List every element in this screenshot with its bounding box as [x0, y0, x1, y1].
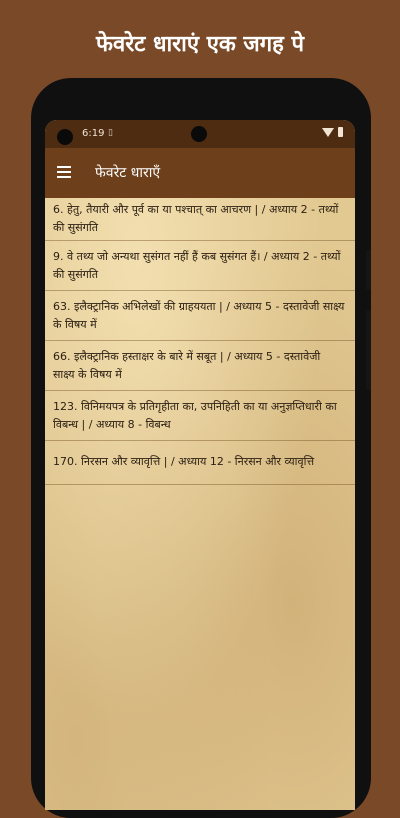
list-item-text: 63. इलैक्ट्रानिक अभिलेखों की ग्राहययता | / अध्याय 5 - दस्तावेजी साक्ष्य के विषय में: [53, 300, 345, 331]
front-camera-cutout: [57, 129, 73, 145]
status-icons: [322, 127, 343, 137]
status-time: 6:19: [82, 128, 105, 139]
center-camera-cutout: [191, 126, 207, 142]
list-item[interactable]: [45, 441, 355, 485]
volume-button: [366, 250, 371, 290]
wifi-icon: [322, 128, 334, 137]
app-bar: [45, 148, 355, 198]
list-item-text: 170. निरसन और व्यावृत्ति | / अध्याय 12 - निरसन और व्यावृत्ति: [53, 455, 315, 468]
app-screen: [45, 120, 355, 810]
list-item[interactable]: [45, 241, 355, 291]
list-item[interactable]: [45, 198, 355, 241]
power-button: [366, 310, 371, 390]
list-item[interactable]: [45, 391, 355, 441]
notification-icon: ▯: [108, 128, 113, 138]
list-item-text: 66. इलैक्ट्रानिक हस्ताक्षर के बारे में सबूत | / अध्याय 5 - दस्तावेजी साक्ष्य के विषय में: [53, 350, 321, 381]
list-item[interactable]: [45, 341, 355, 391]
menu-icon[interactable]: [57, 166, 71, 178]
list-item[interactable]: [45, 291, 355, 341]
page-title: फेवरेट धाराएँ: [95, 165, 161, 181]
list-item-text: 123. विनिमयपत्र के प्रतिगृहीता का, उपनिहिती का या अनुज्ञप्तिधारी का विबन्ध | / अध्याय 8 - विबन्ध: [53, 400, 337, 431]
promo-banner-title: फेवरेट धाराएं एक जगह पे: [96, 32, 304, 57]
battery-icon: [338, 127, 343, 137]
status-bar: [45, 120, 355, 148]
list-item-text: 9. वे तथ्य जो अन्यथा सुसंगत नहीं हैं कब सुसंगत हैं। / अध्याय 2 - तथ्यों की सुसंगति: [53, 250, 341, 281]
favorites-list: [45, 198, 355, 485]
list-item-text: 6. हेतु, तैयारी और पूर्व का या पश्चात् का आचरण | / अध्याय 2 - तथ्यों की सुसंगति: [53, 203, 339, 234]
